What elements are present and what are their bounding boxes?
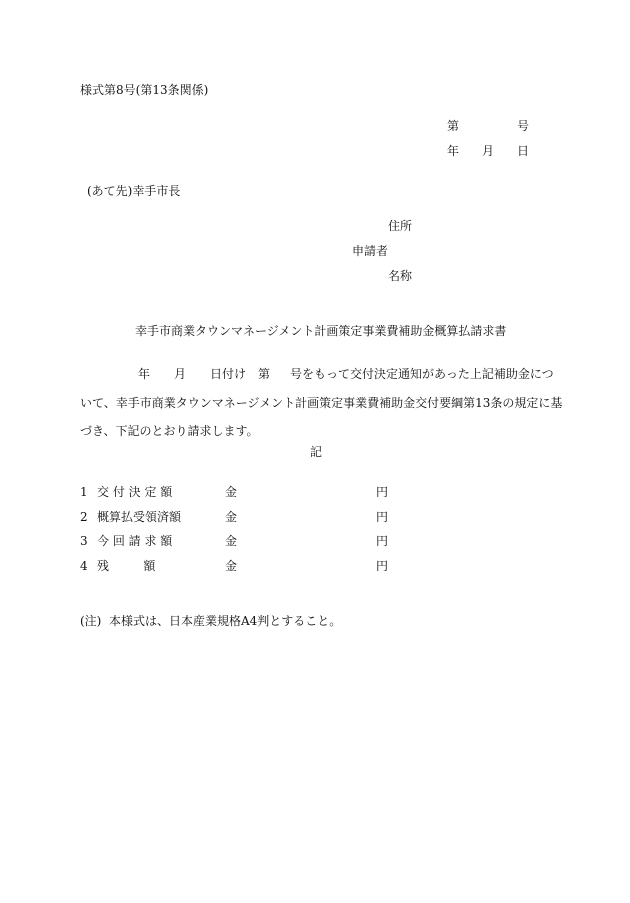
- addressee: (あて先)幸手市長: [87, 184, 181, 198]
- body-no-prefix: 第: [258, 367, 271, 381]
- ki-heading: 記: [310, 445, 323, 459]
- body-year: 年: [138, 367, 151, 381]
- body-line1-rest: 号をもって交付決定通知があった上記補助金につ: [290, 367, 554, 381]
- date-year: 年: [447, 144, 460, 158]
- doc-number-prefix: 第: [447, 119, 460, 133]
- item-kin: 金: [225, 485, 238, 499]
- item-kin: 金: [225, 510, 238, 524]
- item-label: 交 付 決 定 額: [97, 485, 173, 499]
- item-yen: 円: [376, 510, 389, 524]
- item-label: 今 回 請 求 額: [97, 534, 173, 548]
- item-kin: 金: [225, 559, 238, 573]
- footnote: (注) 本様式は、日本産業規格A4判とすること。: [80, 614, 342, 628]
- item-label: 概算払受領済額: [97, 510, 182, 524]
- item-number: 2: [80, 510, 88, 524]
- date-month: 月: [482, 144, 495, 158]
- doc-number-suffix: 号: [517, 119, 530, 133]
- item-number: 4: [80, 559, 88, 573]
- date-day: 日: [517, 144, 530, 158]
- item-number: 3: [80, 534, 88, 548]
- item-yen: 円: [376, 534, 389, 548]
- item-kin: 金: [225, 534, 238, 548]
- item-label: 残 額: [97, 559, 156, 573]
- item-yen: 円: [376, 559, 389, 573]
- applicant-label: 申請者: [352, 244, 389, 258]
- applicant-name-label: 名称: [388, 269, 413, 283]
- body-month: 月: [174, 367, 187, 381]
- applicant-address-label: 住所: [388, 219, 413, 233]
- item-number: 1: [80, 485, 88, 499]
- document-title: 幸手市商業タウンマネージメント計画策定事業費補助金概算払請求書: [135, 324, 507, 338]
- body-line3: づき、下記のとおり請求します。: [80, 424, 259, 438]
- item-yen: 円: [376, 485, 389, 499]
- body-line2: いて、幸手市商業タウンマネージメント計画策定事業費補助金交付要綱第13条の規定に基: [80, 396, 563, 410]
- body-day-dated: 日付け: [210, 367, 247, 381]
- form-label: 様式第8号(第13条関係): [80, 83, 209, 97]
